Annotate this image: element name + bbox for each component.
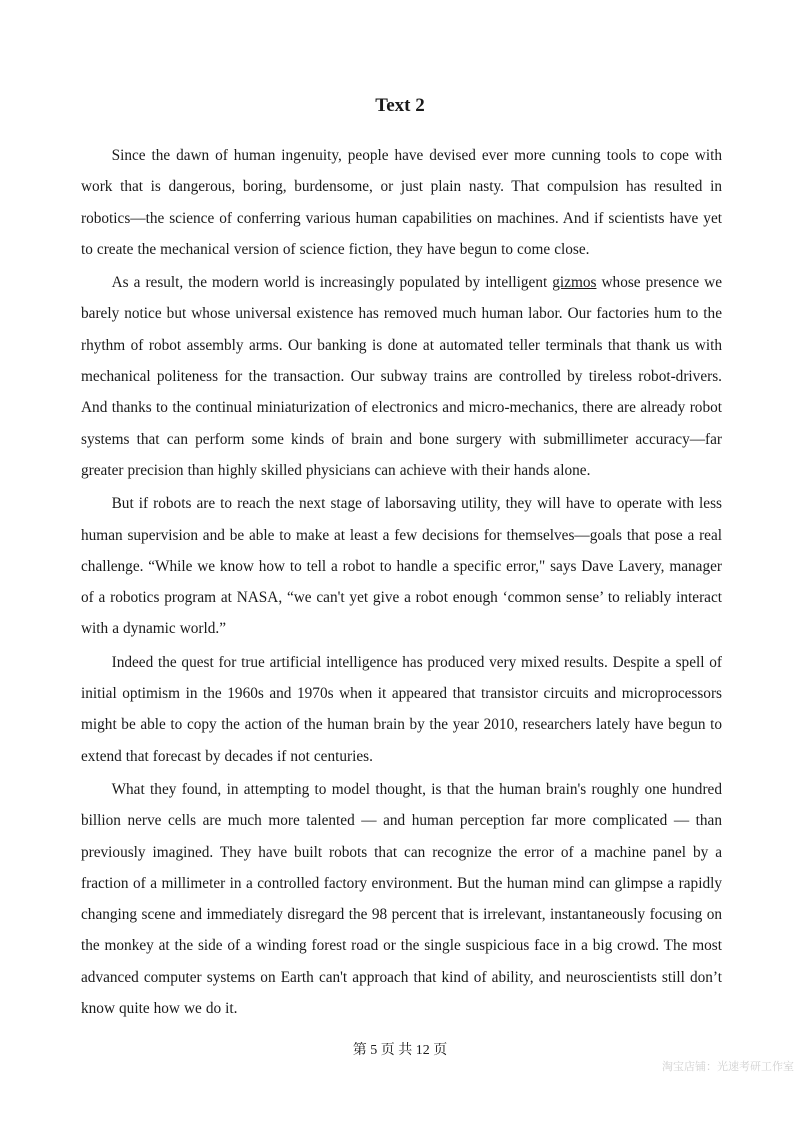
paragraph-5: What they found, in attempting to model thought, is that the human brain's roughly one hundred billion nerve cells are much more talented — and human perception far more complicated — than previously imagined. They have built robots that can recognize the error of a machine panel by a fraction of a millimeter in a controlled factory environment. But the human mind can glimpse a rapidly changing scene and immediately disregard the 98 percent that is irrelevant, instantaneously focusing on the monkey at the side of a winding forest road or the single suspicious face in a big crowd. The most advanced computer systems on Earth can't approach that kind of ability, and neuroscientists still don’t know quite how we do it. <box>81 780 722 1018</box>
underlined-word-gizmos: gizmos <box>552 274 597 292</box>
shop-watermark: 淘宝店铺：光速考研工作室 <box>662 1060 794 1073</box>
section-title: Text 2 <box>375 95 425 116</box>
passage-body <box>81 140 722 1026</box>
paragraph-2-after: whose presence we barely notice but whose universal existence has removed much human labor. Our factories hum to the rhythm of robot assembly arms. Our banking is done at automated teller terminals that thank us with mechanical politeness for the transaction. Our subway trains are controlled by tireless robot-drivers. And thanks to the continual miniaturization of electronics and micro-mechanics, there are already robot systems that can perform some kinds of brain and bone surgery with submillimeter accuracy—far greater precision than highly skilled physicians can achieve with their hands alone. <box>81 274 722 479</box>
paragraph-3: But if robots are to reach the next stage of laborsaving utility, they will have to operate with less human supervision and be able to make at least a few decisions for themselves—goals that pose a real challenge. “While we know how to tell a robot to handle a specific error," says Dave Lavery, manager of a robotics program at NASA, “we can't yet give a robot enough ‘common sense’ to reliably interact with a dynamic world.” <box>81 495 722 638</box>
paragraph-4: Indeed the quest for true artificial intelligence has produced very mixed results. Despite a spell of initial optimism in the 1960s and 1970s when it appeared that transistor circuits and microprocessors might be able to copy the action of the human brain by the year 2010, researchers lately have begun to extend that forecast by decades if not centuries. <box>81 653 722 765</box>
page-number-footer: 第 5 页 共 12 页 <box>352 1043 448 1058</box>
paragraph-1: Since the dawn of human ingenuity, people have devised ever more cunning tools to cope with work that is dangerous, boring, burdensome, or just plain nasty. That compulsion has resulted in robotics—the science of conferring various human capabilities on machines. And if scientists have yet to create the mechanical version of science fiction, they have begun to come close. <box>81 147 722 258</box>
paragraph-2-before: As a result, the modern world is increasingly populated by intelligent <box>111 274 553 292</box>
paragraph-2 <box>81 267 722 486</box>
